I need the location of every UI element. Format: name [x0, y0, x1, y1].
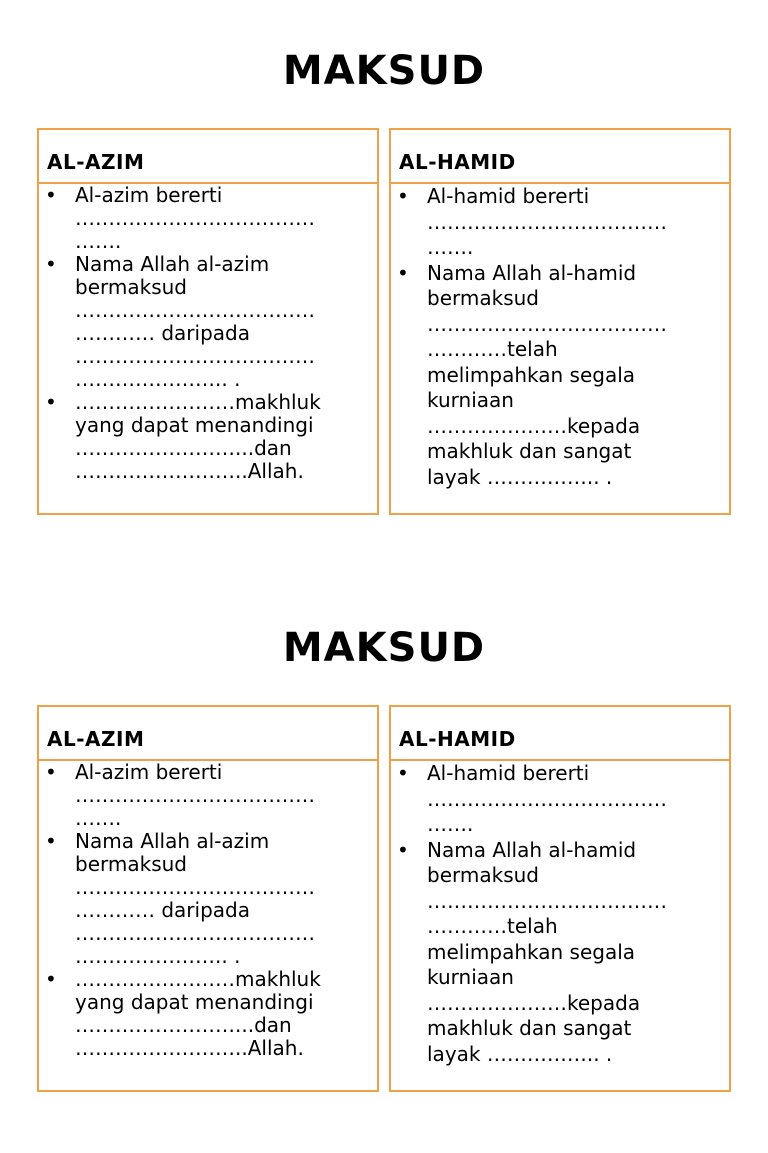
bullet-line: ………………….. .: [75, 367, 241, 391]
bullet-line: ………………………………: [75, 921, 315, 945]
bullet-line: …….: [75, 229, 122, 253]
bullet-line: makhluk dan sangat: [427, 439, 632, 463]
bullet-icon: •: [45, 829, 57, 853]
bullet-item: [45, 760, 371, 830]
bullet-icon: •: [397, 761, 409, 785]
bullet-line: bermaksud: [427, 863, 539, 887]
bullet-item: [397, 837, 723, 1068]
bullet-icon: •: [45, 967, 57, 991]
bullet-line: Nama Allah al-hamid: [427, 260, 637, 285]
box-heading: AL-HAMID: [391, 130, 729, 184]
bullet-line: ………………………………: [75, 783, 315, 807]
bullet-line: …………telah: [427, 914, 558, 938]
bullet-line: ………………………………: [75, 875, 315, 899]
bullet-line: ………………………………: [427, 888, 667, 913]
bullet-icon: •: [45, 760, 57, 784]
bullet-list: [39, 761, 377, 1060]
bullet-line: makhluk dan sangat: [427, 1016, 632, 1040]
bullet-line: ……………………..Allah.: [75, 1036, 304, 1060]
slide-1: [0, 0, 768, 576]
al-azim-box: [37, 705, 379, 1092]
al-azim-box: [37, 128, 379, 515]
box-heading: AL-AZIM: [39, 130, 377, 184]
bullet-icon: •: [397, 184, 409, 208]
bullet-line: Nama Allah al-azim: [75, 829, 270, 853]
bullet-item: [45, 183, 371, 253]
al-hamid-box: [389, 705, 731, 1092]
bullet-line: ………… daripada: [75, 898, 250, 922]
bullet-item: [397, 761, 723, 838]
bullet-item: [45, 390, 371, 483]
bullet-line: layak …………….. .: [427, 464, 613, 489]
bullet-line: kurniaan: [427, 388, 514, 412]
bullet-line: ……………………makhluk: [75, 390, 321, 414]
slide-2: [0, 577, 768, 1153]
bullet-line: bermaksud: [427, 286, 539, 310]
bullet-icon: •: [45, 390, 57, 414]
bullet-item: [45, 967, 371, 1060]
bullet-item: [45, 252, 371, 391]
bullet-line: …….: [427, 235, 474, 259]
bullet-line: yang dapat menandingi: [75, 413, 314, 437]
bullet-icon: •: [397, 837, 409, 862]
bullet-icon: •: [45, 252, 57, 276]
slide-title: MAKSUD: [282, 625, 486, 671]
bullet-line: bermaksud: [75, 275, 187, 299]
bullet-line: ……………………...dan: [75, 436, 292, 460]
bullet-line: layak …………….. .: [427, 1041, 613, 1066]
bullet-line: ………………………………: [427, 786, 667, 811]
bullet-line: …….: [427, 812, 474, 836]
bullet-line: ………………………………: [427, 209, 667, 234]
bullet-line: …………………kepada: [427, 413, 641, 438]
bullet-list: [391, 761, 729, 1067]
bullet-line: ……………………...dan: [75, 1013, 292, 1037]
bullet-line: yang dapat menandingi: [75, 990, 314, 1014]
bullet-line: bermaksud: [75, 852, 187, 876]
bullet-item: [397, 184, 723, 261]
bullet-icon: •: [397, 260, 409, 285]
bullet-line: melimpahkan segala: [427, 362, 636, 387]
bullet-line: ……………………makhluk: [75, 967, 321, 991]
bullet-line: …………telah: [427, 337, 558, 361]
bullet-list: [391, 184, 729, 490]
bullet-line: ………………………………: [427, 311, 667, 336]
bullet-line: ………………………………: [75, 344, 315, 368]
bullet-line: …………………kepada: [427, 990, 641, 1015]
bullet-line: ……………………..Allah.: [75, 459, 304, 483]
bullet-line: Al-hamid bererti: [427, 184, 590, 208]
bullet-item: [397, 260, 723, 491]
bullet-list: [39, 184, 377, 483]
bullet-item: [45, 829, 371, 968]
box-heading: AL-AZIM: [39, 707, 377, 761]
bullet-line: Al-hamid bererti: [427, 761, 590, 785]
box-heading: AL-HAMID: [391, 707, 729, 761]
bullet-line: Al-azim bererti: [75, 760, 223, 784]
bullet-line: ………………………………: [75, 298, 315, 322]
bullet-line: melimpahkan segala: [427, 939, 636, 964]
bullet-line: Nama Allah al-hamid: [427, 837, 637, 862]
al-hamid-box: [389, 128, 731, 515]
bullet-line: …….: [75, 806, 122, 830]
bullet-line: ………………………………: [75, 206, 315, 230]
bullet-line: kurniaan: [427, 965, 514, 989]
bullet-line: Al-azim bererti: [75, 183, 223, 207]
bullet-line: ………… daripada: [75, 321, 250, 345]
slide-title: MAKSUD: [282, 48, 486, 94]
bullet-line: Nama Allah al-azim: [75, 252, 270, 276]
bullet-line: ………………….. .: [75, 944, 241, 968]
bullet-icon: •: [45, 183, 57, 207]
